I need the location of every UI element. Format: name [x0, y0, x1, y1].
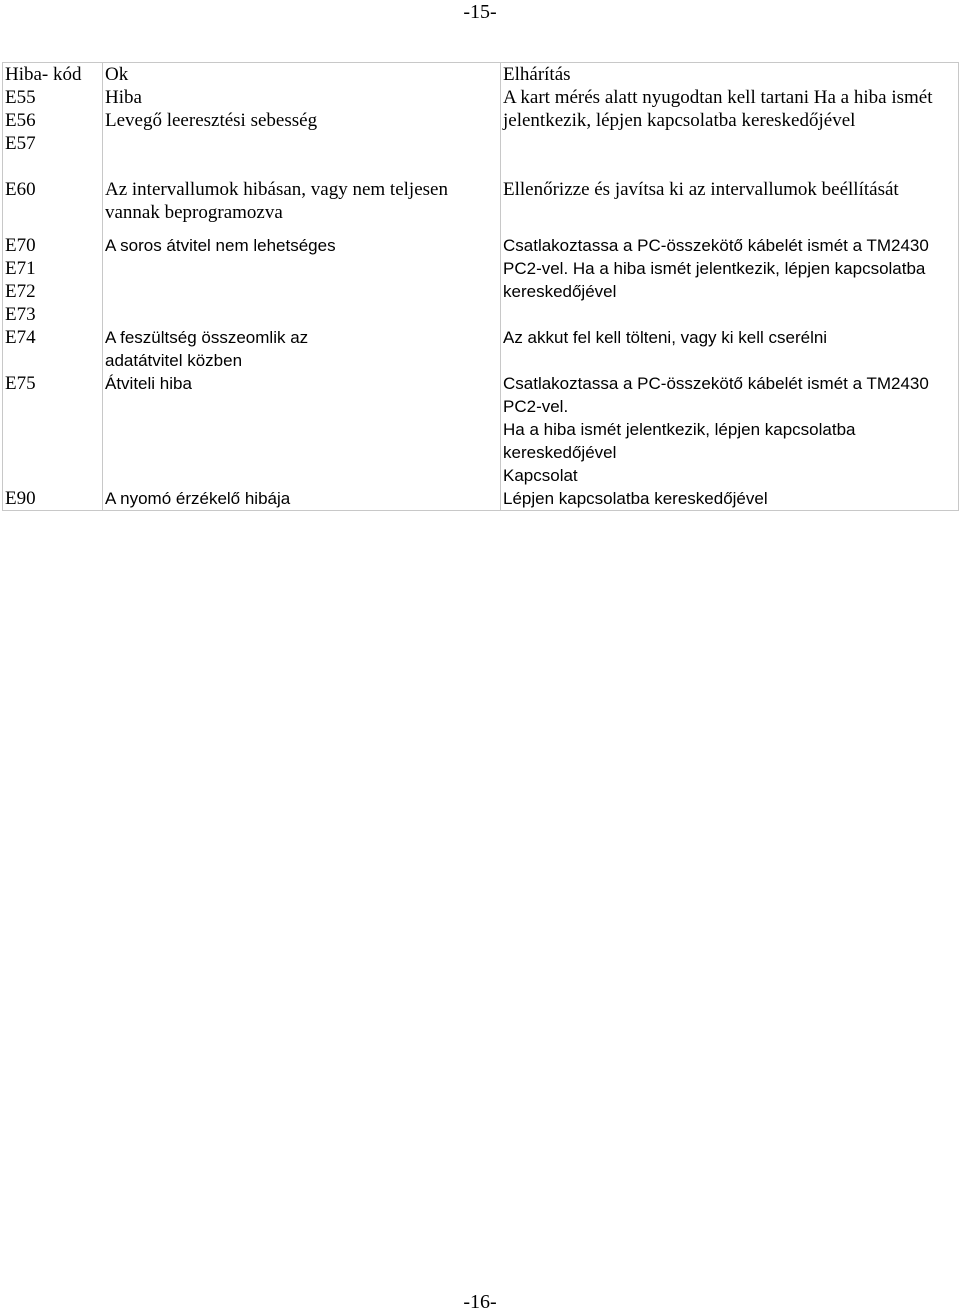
- cause-cell: [103, 234, 501, 326]
- fix-cell: [501, 326, 959, 372]
- error-codes-cell: [3, 86, 103, 155]
- error-codes-cell: [3, 234, 103, 326]
- cause-text: A nyomó érzékelő hibája: [105, 489, 291, 508]
- error-codes-cell: [3, 487, 103, 511]
- error-code: E71: [5, 258, 36, 279]
- cause-cell: [103, 86, 501, 155]
- cause-text: Átviteli hiba: [105, 374, 192, 393]
- table-row: [3, 487, 959, 511]
- fix-text: jelentkezik, lépjen kapcsolatba kereskedőjével: [503, 110, 856, 131]
- table-row: [3, 326, 959, 372]
- cause-cell: [103, 487, 501, 511]
- fix-text: PC2-vel.: [503, 397, 569, 416]
- fix-text: Kapcsolat: [503, 466, 578, 485]
- header-code: Hiba- kód: [3, 63, 103, 87]
- error-code: E70: [5, 235, 36, 256]
- fix-cell: [501, 487, 959, 511]
- cause-text: vannak beprogramozva: [105, 202, 283, 223]
- fix-text: Lépjen kapcsolatba kereskedőjével: [503, 489, 768, 508]
- error-code: E56: [5, 110, 36, 131]
- fix-text: Ha a hiba ismét jelentkezik, lépjen kapcsolatba: [503, 420, 856, 439]
- fix-text: kereskedőjével: [503, 443, 617, 462]
- cause-text: Levegő leeresztési sebesség: [105, 110, 318, 131]
- fix-text: kereskedőjével: [503, 282, 617, 301]
- error-codes-cell: [3, 326, 103, 372]
- error-codes-cell: [3, 372, 103, 487]
- fix-text: Csatlakoztassa a PC-összekötő kábelét ismét a TM2430: [503, 374, 929, 393]
- error-code: E73: [5, 304, 36, 325]
- fix-text: Csatlakoztassa a PC-összekötő kábelét ismét a TM2430: [503, 236, 929, 255]
- fix-cell: [501, 178, 959, 224]
- error-code: E72: [5, 281, 36, 302]
- cause-text: A soros átvitel nem lehetséges: [105, 236, 336, 255]
- cause-text: adatátvitel közben: [105, 351, 243, 370]
- table-spacer-row: [3, 155, 959, 178]
- cause-cell: [103, 372, 501, 487]
- header-fix: Elhárítás: [501, 63, 959, 87]
- error-code: E57: [5, 133, 36, 154]
- fix-cell: [501, 86, 959, 155]
- cause-text: Hiba: [105, 87, 142, 108]
- page-number-bottom: -16-: [463, 1291, 497, 1313]
- header-cause: Ok: [103, 63, 501, 87]
- error-code: E55: [5, 87, 36, 108]
- fix-cell: [501, 372, 959, 487]
- cause-cell: [103, 178, 501, 224]
- error-code-table: [2, 62, 959, 511]
- cause-text: Az intervallumok hibásan, vagy nem teljesen: [105, 179, 448, 200]
- cause-cell: [103, 326, 501, 372]
- fix-text: A kart mérés alatt nyugodtan kell tartani Ha a hiba ismét: [503, 87, 933, 108]
- error-code: E60: [5, 179, 36, 200]
- table-row: [3, 86, 959, 155]
- table-row: [3, 178, 959, 224]
- table-header-row: [3, 63, 959, 87]
- fix-text: PC2-vel. Ha a hiba ismét jelentkezik, lépjen kapcsolatba: [503, 259, 926, 278]
- fix-cell: [501, 234, 959, 326]
- table-row: [3, 372, 959, 487]
- table-spacer-row: [3, 224, 959, 234]
- error-code: E74: [5, 327, 36, 348]
- fix-text: Ellenőrizze és javítsa ki az intervallumok beéllítását: [503, 179, 899, 200]
- fix-text: Az akkut fel kell tölteni, vagy ki kell cserélni: [503, 328, 828, 347]
- error-code: E90: [5, 488, 36, 509]
- error-code: E75: [5, 373, 36, 394]
- error-codes-cell: [3, 178, 103, 224]
- page-number-top: -15-: [463, 1, 497, 23]
- table-row: [3, 234, 959, 326]
- cause-text: A feszültség összeomlik az: [105, 328, 309, 347]
